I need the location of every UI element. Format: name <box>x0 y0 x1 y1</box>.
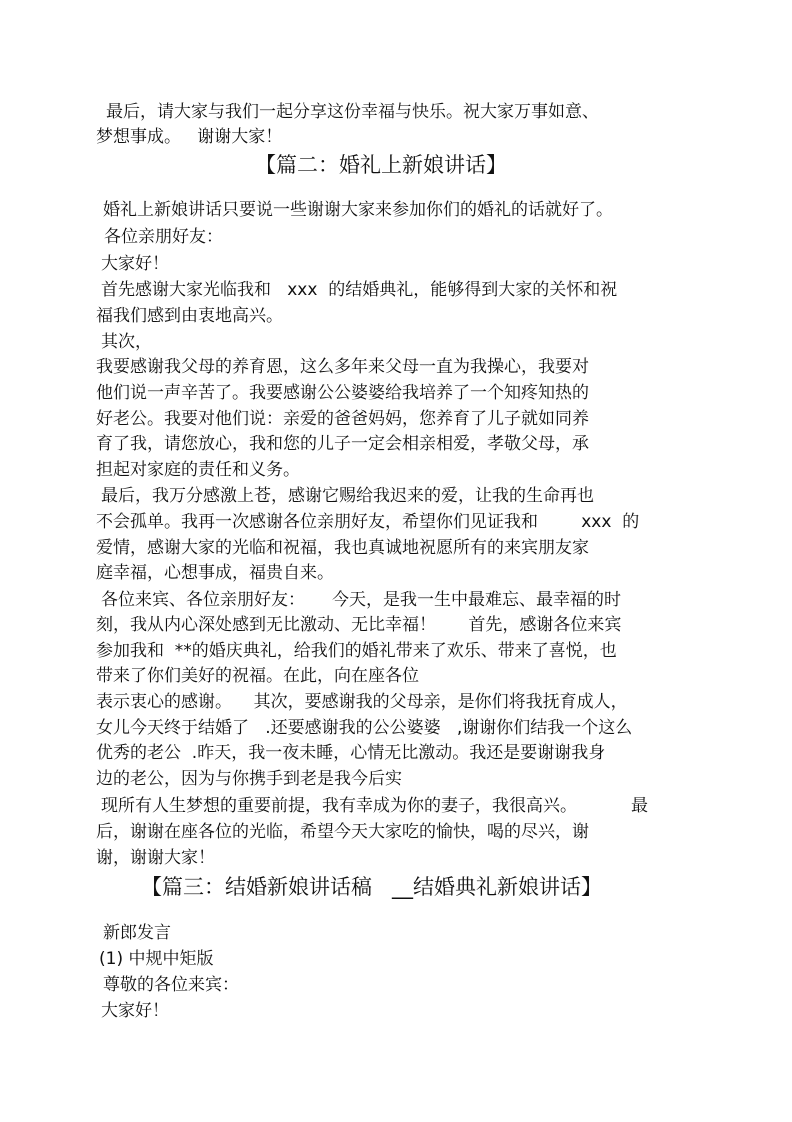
paragraph-line: 后，谢谢在座各位的光临，希望今天大家吃的愉快，喝的尽兴，谢 <box>96 822 589 842</box>
paragraph-line: 我要感谢我父母的养育恩，这么多年来父母一直为我操心，我要对 <box>96 357 589 377</box>
paragraph-line: 各位亲朋好友： <box>104 227 223 247</box>
paragraph-line: 好老公。我要对他们说：亲爱的爸爸妈妈，您养育了儿子就如同养 <box>96 409 589 429</box>
paragraph-line: 刻，我从内心深处感到无比激动、无比幸福！ 首先，感谢各位来宾 <box>96 615 622 635</box>
paragraph-line: 各位来宾、各位亲朋好友： 今天，是我一生中最难忘、最幸福的时 <box>101 590 622 610</box>
paragraph-line: 参加我和 **的婚庆典礼，给我们的婚礼带来了欢乐、带来了喜悦，也 <box>96 641 617 661</box>
paragraph-line: 不会孤单。我再一次感谢各位亲朋好友，希望你们见证我和 xxx 的 <box>96 512 640 532</box>
paragraph-line: 育了我，请您放心，我和您的儿子一定会相亲相爱，孝敬父母，承 <box>96 434 589 454</box>
paragraph-line: 最后，请大家与我们一起分享这份幸福与快乐。祝大家万事如意、 <box>106 102 599 122</box>
paragraph-line: 大家好！ <box>101 1001 169 1021</box>
paragraph-line: 尊敬的各位来宾： <box>103 975 239 995</box>
paragraph-line: 谢，谢谢大家！ <box>96 848 215 868</box>
paragraph-line: 其次， <box>101 332 152 352</box>
paragraph-line: 带来了你们美好的祝福。在此，向在座各位 <box>96 666 419 686</box>
paragraph-line: 边的老公，因为与你携手到老是我今后实 <box>96 769 402 789</box>
paragraph-line: 最后，我万分感激上苍，感谢它赐给我迟来的爱，让我的生命再也 <box>101 486 594 506</box>
section-heading: 【篇三：结婚新娘讲话稿 __结婚典礼新娘讲话】 <box>141 875 603 899</box>
paragraph-line: 梦想事成。 谢谢大家！ <box>96 127 283 147</box>
paragraph-line: 表示衷心的感谢。 其次，要感谢我的父母亲，是你们将我抚育成人， <box>96 692 628 712</box>
paragraph-line: (1) 中规中矩版 <box>99 949 214 969</box>
paragraph-line: 福我们感到由衷地高兴。 <box>96 306 283 326</box>
paragraph-line: 他们说一声辛苦了。我要感谢公公婆婆给我培养了一个知疼知热的 <box>96 383 589 403</box>
paragraph-line: 优秀的老公 .昨天，我一夜未睡，心情无比激动。我还是要谢谢我身 <box>96 743 606 763</box>
paragraph-line: 女儿今天终于结婚了 .还要感谢我的公公婆婆 ,谢谢你们结我一个这么 <box>96 718 633 738</box>
paragraph-line: 现所有人生梦想的重要前提，我有幸成为你的妻子，我很高兴。 最 <box>101 796 649 816</box>
paragraph-line: 首先感谢大家光临我和 xxx 的结婚典礼，能够得到大家的关怀和祝 <box>101 280 618 300</box>
paragraph-line: 大家好！ <box>101 254 169 274</box>
paragraph-line: 庭幸福，心想事成，福贵自来。 <box>96 563 334 583</box>
paragraph-line: 新郎发言 <box>103 923 171 943</box>
paragraph-line: 婚礼上新娘讲话只要说一些谢谢大家来参加你们的婚礼的话就好了。 <box>103 200 613 220</box>
paragraph-line: 爱情，感谢大家的光临和祝福，我也真诚地祝愿所有的来宾朋友家 <box>96 538 589 558</box>
section-heading: 【篇二：婚礼上新娘讲话】 <box>255 153 507 177</box>
paragraph-line: 担起对家庭的责任和义务。 <box>96 460 300 480</box>
